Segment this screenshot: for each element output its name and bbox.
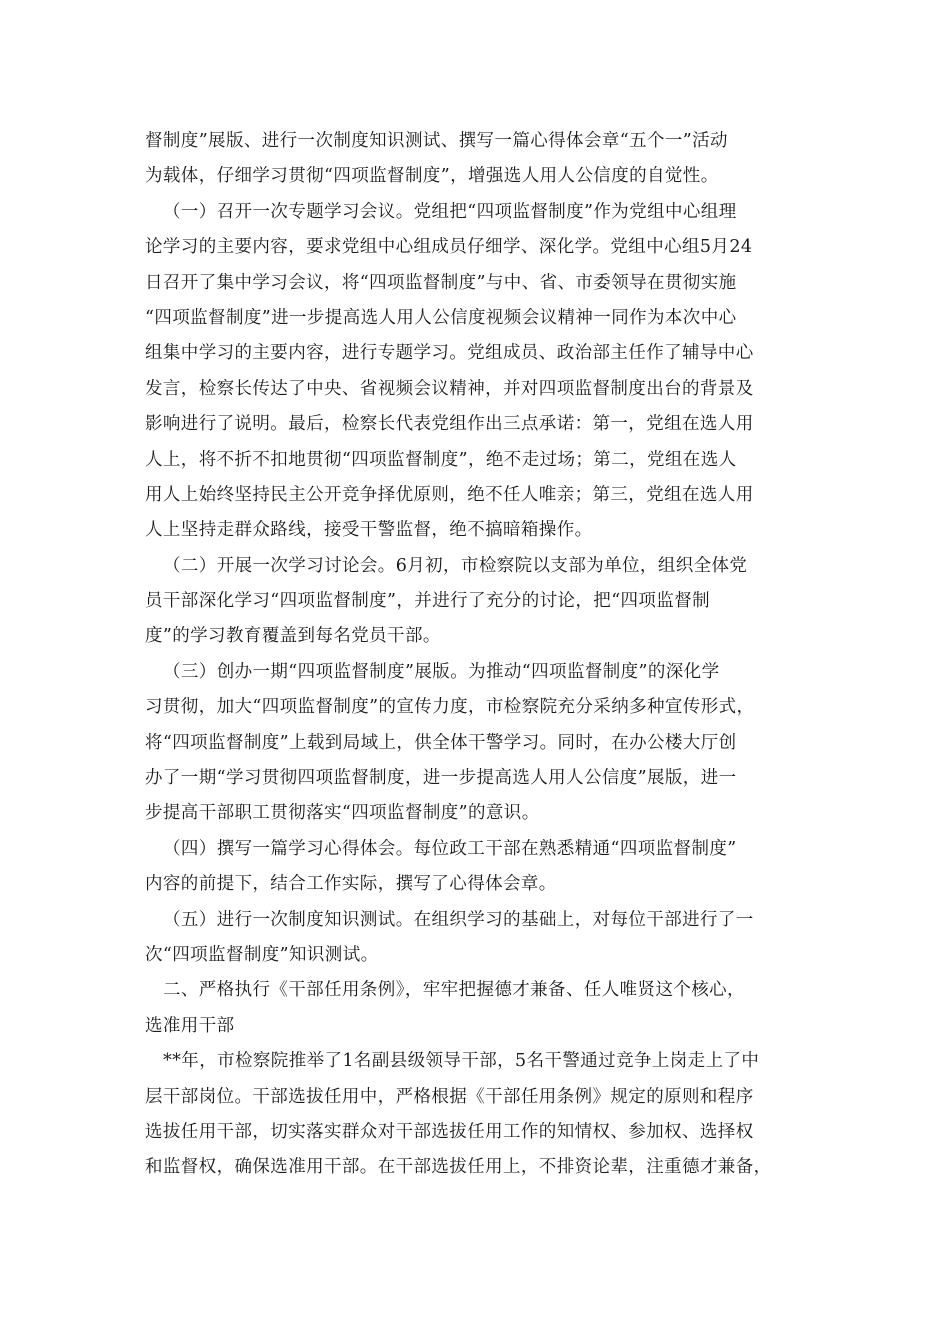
text-line: “四项监督制度”进一步提高选人用人公信度视频会议精神一同作为本次中心 xyxy=(145,307,737,328)
text-line: 选准用干部 xyxy=(145,1015,235,1036)
text-line: 人上，将不折不扣地贯彻“四项监督制度”，绝不走过场；第二，党组在选人 xyxy=(145,449,737,470)
text-line: （三）创办一期“四项监督制度”展版。为推动“四项监督制度”的深化学 xyxy=(163,661,720,682)
text-line: 发言，检察长传达了中央、省视频会议精神，并对四项监督制度出台的背景及 xyxy=(145,378,754,399)
text-line: 层干部岗位。干部选拔任用中，严格根据《干部任用条例》规定的原则和程序 xyxy=(145,1086,754,1107)
text-line: 办了一期“学习贯彻四项监督制度，进一步提高选人用人公信度”展版，进一 xyxy=(145,768,737,789)
text-line: （四）撰写一篇学习心得体会。每位政工干部在熟悉精通“四项监督制度” xyxy=(163,838,737,859)
text-line: 内容的前提下，结合工作实际，撰写了心得体会章。 xyxy=(145,874,557,895)
text-line: 为载体，仔细学习贯彻“四项监督制度”，增强选人用人公信度的自觉性。 xyxy=(145,166,719,187)
text-line: 论学习的主要内容，要求党组中心组成员仔细学、深化学。党组中心组5月24 xyxy=(145,237,753,258)
text-line: **年，市检察院推举了1名副县级领导干部，5名干警通过竞争上岗走上了中 xyxy=(163,1051,760,1072)
text-line: 人上坚持走群众路线，接受干警监督，绝不搞暗箱操作。 xyxy=(145,520,593,541)
text-line: 选拔任用干部，切实落实群众对干部选拔任用工作的知情权、参加权、选择权 xyxy=(145,1121,754,1142)
text-line: （一）召开一次专题学习会议。党组把“四项监督制度”作为党组中心组理 xyxy=(163,201,737,222)
text-line: 督制度”展版、进行一次制度知识测试、撰写一篇心得体会章“五个一”活动 xyxy=(145,131,728,151)
text-line: 次“四项监督制度”知识测试。 xyxy=(145,944,379,965)
text-line: 度”的学习教育覆盖到每名党员干部。 xyxy=(145,626,441,647)
text-line: 步提高干部职工贯彻落实“四项监督制度”的意识。 xyxy=(145,803,540,824)
text-line: 用人上始终坚持民主公开竞争择优原则，绝不任人唯亲；第三，党组在选人用 xyxy=(145,484,754,505)
text-line: 影响进行了说明。最后，检察长代表党组作出三点承诺：第一，党组在选人用 xyxy=(145,414,754,435)
text-line: 将“四项监督制度”上载到局域上，供全体干警学习。同时，在办公楼大厅创 xyxy=(145,732,737,753)
text-line: 二、严格执行《干部任用条例》，牢牢把握德才兼备、任人唯贤这个核心， xyxy=(163,980,745,1001)
text-line: 员干部深化学习“四项监督制度”，并进行了充分的讨论，把“四项监督制 xyxy=(145,591,711,612)
text-line: （五）进行一次制度知识测试。在组织学习的基础上，对每位干部进行了一 xyxy=(163,909,754,930)
text-line: 习贯彻，加大“四项监督制度”的宣传力度，市检察院充分采纳多种宣传形式， xyxy=(145,697,755,718)
text-line: （二）开展一次学习讨论会。6月初，市检察院以支部为单位，组织全体党 xyxy=(163,555,748,576)
text-line: 日召开了集中学习会议，将“四项监督制度”与中、省、市委领导在贯彻实施 xyxy=(145,272,737,293)
text-line: 和监督权，确保选准用干部。在干部选拔任用上，不排资论辈，注重德才兼备， xyxy=(145,1157,772,1178)
document-body xyxy=(145,124,805,1186)
text-line: 组集中学习的主要内容，进行专题学习。党组成员、政治部主任作了辅导中心 xyxy=(145,343,754,364)
